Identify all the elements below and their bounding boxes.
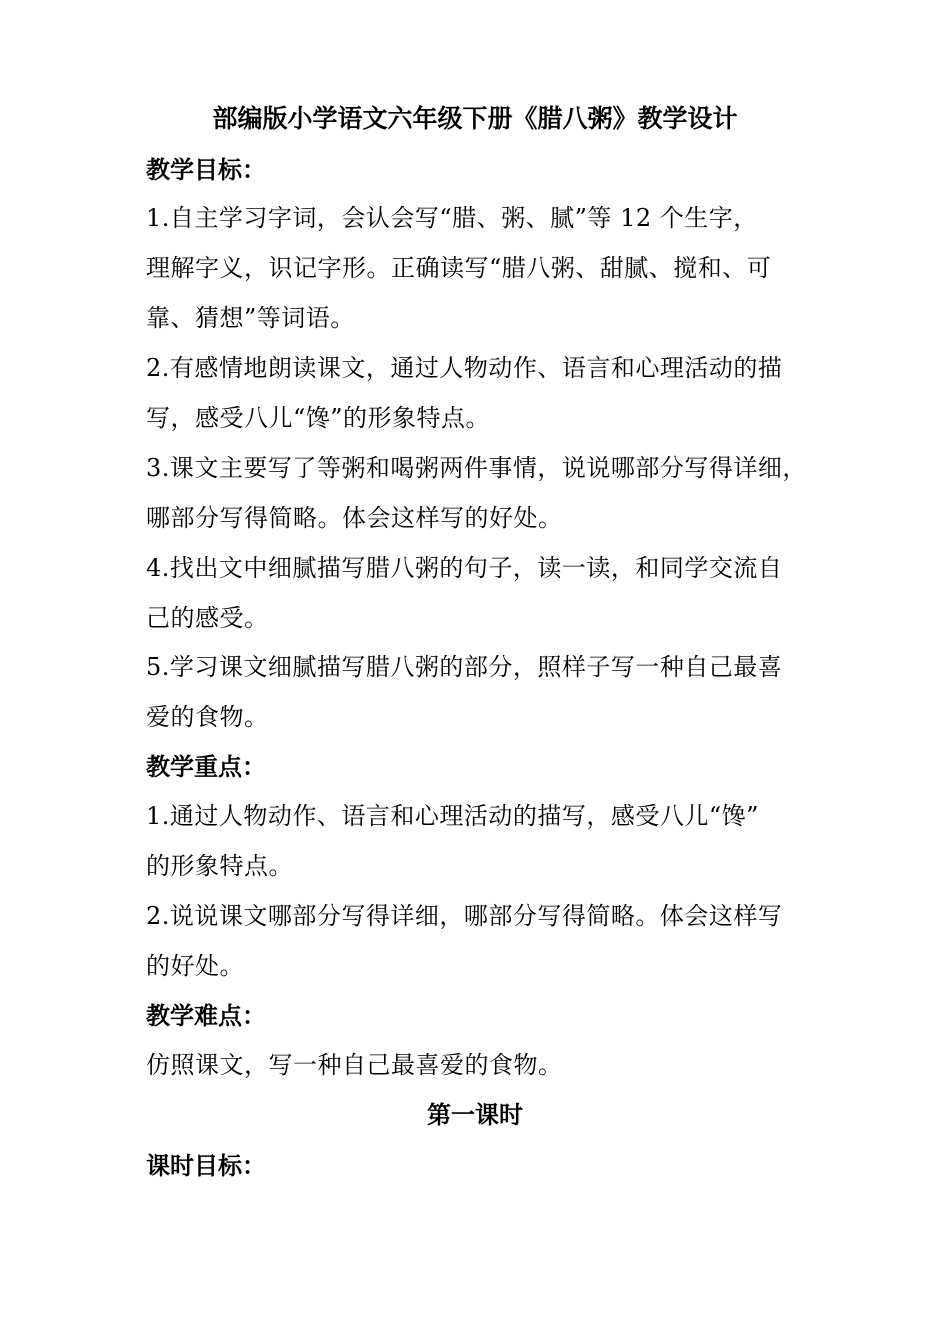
text-line: 爱的食物。 — [146, 703, 269, 731]
text-line: 仿照课文，写一种自己最喜爱的食物。 — [146, 1051, 563, 1079]
key-point-item-1 — [146, 791, 816, 891]
text-line: 的好处。 — [146, 952, 244, 980]
objective-item-3 — [146, 443, 816, 543]
text-line: 的形象特点。 — [146, 852, 293, 880]
key-point-item-2 — [146, 891, 816, 991]
text-line: 1.通过人物动作、语言和心理活动的描写，感受八儿“馋” — [146, 802, 759, 830]
difficulties-heading: 教学难点： — [146, 1002, 266, 1030]
lesson-objectives-heading: 课时目标： — [146, 1152, 266, 1180]
text-line: 2.有感情地朗读课文，通过人物动作、语言和心理活动的描 — [146, 354, 783, 382]
lesson-one-heading: 第一课时 — [427, 1101, 523, 1129]
text-line: 1.自主学习字词，会认会写“腊、粥、腻”等 12 个生字， — [146, 204, 758, 232]
difficulty-item-1 — [146, 1040, 816, 1090]
document-title: 部编版小学语文六年级下册《腊八粥》教学设计 — [212, 104, 738, 133]
text-line: 己的感受。 — [146, 604, 269, 632]
objective-item-1 — [146, 193, 816, 343]
text-line: 3.课文主要写了等粥和喝粥两件事情，说说哪部分写得详细， — [146, 454, 807, 482]
text-line: 靠、猜想”等词语。 — [146, 304, 355, 332]
text-line: 2.说说课文哪部分写得详细，哪部分写得简略。体会这样写 — [146, 902, 783, 930]
objective-item-5 — [146, 642, 816, 742]
objectives-heading: 教学目标： — [146, 156, 266, 184]
text-line: 写，感受八儿“馋”的形象特点。 — [146, 404, 491, 432]
text-line: 4.找出文中细腻描写腊八粥的句子，读一读，和同学交流自 — [146, 554, 783, 582]
key-points-heading: 教学重点： — [146, 753, 266, 781]
text-line: 5.学习课文细腻描写腊八粥的部分，照样子写一种自己最喜 — [146, 653, 783, 681]
objective-item-2 — [146, 343, 816, 443]
text-line: 理解字义，识记字形。正确读写“腊八粥、甜腻、搅和、可 — [146, 254, 772, 282]
text-line: 哪部分写得简略。体会这样写的好处。 — [146, 504, 563, 532]
objective-item-4 — [146, 543, 816, 643]
